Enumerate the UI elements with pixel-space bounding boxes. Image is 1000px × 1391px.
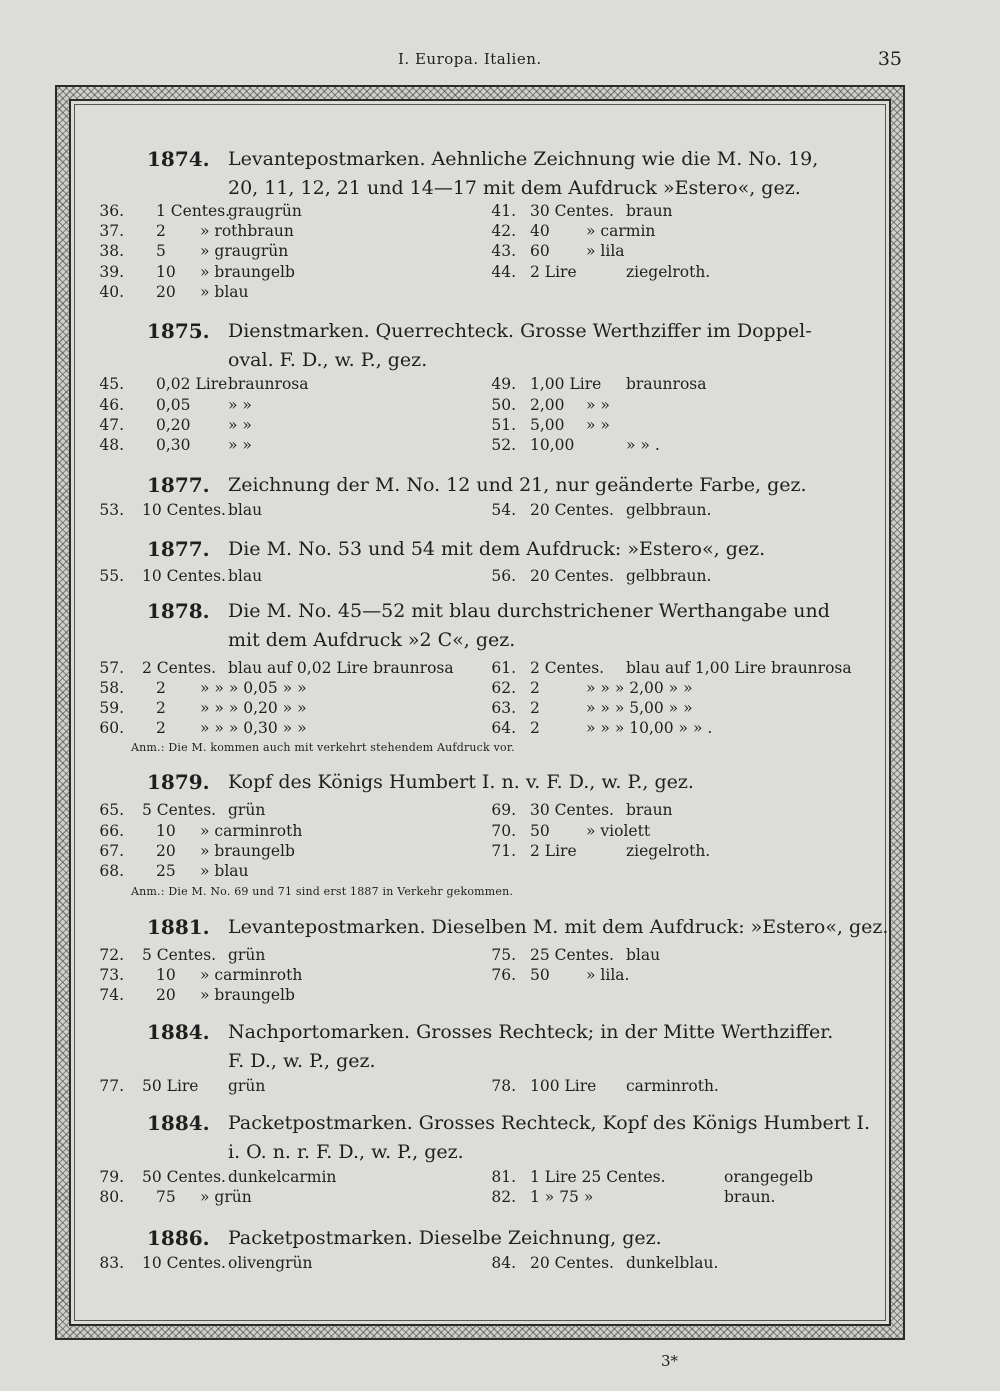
stamp-row [0,698,1000,718]
stamp-colour: dunkelblau. [626,1254,719,1272]
stamp-colour: gelbbraun. [626,501,712,519]
stamp-value: 50 Lire [142,1077,199,1095]
stamp-colour: blau [626,946,661,964]
stamp-number: 84. [491,1254,516,1272]
stamp-number: 72. [99,946,124,964]
stamp-number: 40. [99,283,124,301]
stamp-row [0,1167,1000,1187]
stamp-colour: gelbbraun. [626,567,712,585]
stamp-value: 0,02 Lire [156,375,228,393]
stamp-number: 80. [99,1188,124,1206]
stamp-value: 2 [530,699,540,717]
stamp-number: 81. [491,1168,516,1186]
section-year: 1874. [147,147,210,171]
stamp-colour: » » » 2,00 » » [586,679,693,697]
stamp-colour: grün [228,1077,266,1095]
running-head-title: I. Europa. Italien. [398,50,542,68]
stamp-number: 65. [99,801,124,819]
stamp-colour: blau [228,567,263,585]
stamp-value: 10,00 [530,436,575,454]
stamp-colour: » braungelb [200,263,295,281]
stamp-number: 57. [99,659,124,677]
section-year: 1875. [147,319,210,343]
stamp-number: 79. [99,1168,124,1186]
stamp-value: 60 [530,242,550,260]
stamp-colour: braun [626,801,673,819]
stamp-number: 36. [99,202,124,220]
stamp-colour: » carminroth [200,966,303,984]
stamp-number: 66. [99,822,124,840]
stamp-number: 69. [491,801,516,819]
stamp-number: 58. [99,679,124,697]
stamp-number: 75. [491,946,516,964]
stamp-number: 47. [99,416,124,434]
stamp-colour: braun. [724,1188,776,1206]
stamp-number: 62. [491,679,516,697]
stamp-number: 41. [491,202,516,220]
stamp-number: 39. [99,263,124,281]
stamp-colour: braun [626,202,673,220]
section-description: Nachportomarken. Grosses Rechteck; in der Mitte Werthziffer. [228,1021,834,1043]
stamp-colour: » blau [200,862,249,880]
annotation-note: Anm.: Die M. kommen auch mit verkehrt stehendem Aufdruck vor. [131,741,515,754]
section-description-cont: mit dem Aufdruck »2 C«, gez. [228,629,516,651]
section-description-cont: i. O. n. r. F. D., w. P., gez. [228,1141,464,1163]
section-description: Packetpostmarken. Dieselbe Zeichnung, gez. [228,1227,662,1249]
stamp-colour: » rothbraun [200,222,294,240]
stamp-colour: grün [228,946,266,964]
stamp-colour: » blau [200,283,249,301]
stamp-value: 10 [156,263,176,281]
stamp-value: 100 Lire [530,1077,597,1095]
stamp-value: 2 Lire [530,263,577,281]
stamp-row [0,965,1000,985]
stamp-colour: » » [586,416,610,434]
stamp-number: 61. [491,659,516,677]
stamp-value: 2 Centes. [530,659,605,677]
stamp-row [0,221,1000,241]
stamp-colour: braunrosa [228,375,309,393]
section-heading [0,597,1000,657]
stamp-row [0,1076,1000,1096]
stamp-value: 2,00 [530,396,565,414]
stamp-number: 68. [99,862,124,880]
stamp-value: 5 Centes. [142,946,217,964]
section-description-cont: 20, 11, 12, 21 und 14—17 mit dem Aufdruck »Estero«, gez. [228,177,801,199]
stamp-row [0,566,1000,586]
stamp-colour: » violett [586,822,651,840]
section-heading [0,145,1000,205]
section-year: 1884. [147,1020,210,1044]
section-heading [0,317,1000,377]
section-year: 1879. [147,770,210,794]
stamp-value: 30 Centes. [530,202,614,220]
stamp-number: 49. [491,375,516,393]
stamp-row [0,435,1000,455]
stamp-value: 20 Centes. [530,567,614,585]
stamp-number: 48. [99,436,124,454]
stamp-row [0,841,1000,861]
stamp-row [0,718,1000,738]
stamp-value: 20 Centes. [530,1254,614,1272]
stamp-row [0,262,1000,282]
stamp-colour: blau auf 1,00 Lire braunrosa [626,659,852,677]
stamp-value: 1 Lire 25 Centes. [530,1168,666,1186]
stamp-value: 1 Centes. [156,202,231,220]
stamp-value: 2 [530,679,540,697]
stamp-colour: » graugrün [200,242,289,260]
section-year: 1877. [147,537,210,561]
stamp-number: 45. [99,375,124,393]
stamp-colour: » braungelb [200,842,295,860]
stamp-value: 25 [156,862,176,880]
stamp-colour: blau auf 0,02 Lire braunrosa [228,659,454,677]
stamp-row [0,282,1000,302]
stamp-number: 42. [491,222,516,240]
section-description: Dienstmarken. Querrechteck. Grosse Werthziffer im Doppel- [228,320,812,342]
stamp-value: 2 Lire [530,842,577,860]
stamp-value: 10 Centes. [142,1254,226,1272]
stamp-colour: dunkelcarmin [228,1168,337,1186]
stamp-colour: » » » 0,05 » » [200,679,307,697]
section-description-cont: F. D., w. P., gez. [228,1050,376,1072]
section-heading [0,1018,1000,1078]
stamp-value: 5,00 [530,416,565,434]
stamp-colour: » carminroth [200,822,303,840]
stamp-colour: » grün [200,1188,252,1206]
stamp-value: 0,30 [156,436,191,454]
stamp-colour: grün [228,801,266,819]
stamp-number: 83. [99,1254,124,1272]
stamp-colour: carminroth. [626,1077,719,1095]
stamp-number: 55. [99,567,124,585]
stamp-number: 67. [99,842,124,860]
stamp-colour: » » » 10,00 » » . [586,719,713,737]
stamp-number: 78. [491,1077,516,1095]
section-year: 1881. [147,915,210,939]
stamp-number: 53. [99,501,124,519]
stamp-row [0,821,1000,841]
stamp-number: 37. [99,222,124,240]
stamp-value: 20 Centes. [530,501,614,519]
stamp-row [0,945,1000,965]
stamp-value: 10 [156,822,176,840]
stamp-value: 10 Centes. [142,567,226,585]
stamp-value: 2 [156,699,166,717]
stamp-row [0,658,1000,678]
signature-mark: 3* [661,1352,679,1370]
section-year: 1886. [147,1226,210,1250]
stamp-value: 25 Centes. [530,946,614,964]
section-description-cont: oval. F. D., w. P., gez. [228,349,428,371]
stamp-colour: » » [228,396,252,414]
stamp-number: 56. [491,567,516,585]
stamp-colour: orangegelb [724,1168,814,1186]
stamp-number: 52. [491,436,516,454]
stamp-colour: » carmin [586,222,656,240]
stamp-colour: » » [228,416,252,434]
stamp-value: 50 [530,822,550,840]
stamp-value: 2 [156,719,166,737]
stamp-number: 43. [491,242,516,260]
stamp-number: 64. [491,719,516,737]
stamp-value: 10 [156,966,176,984]
stamp-number: 73. [99,966,124,984]
stamp-number: 46. [99,396,124,414]
stamp-number: 63. [491,699,516,717]
stamp-colour: braunrosa [626,375,707,393]
section-year: 1877. [147,473,210,497]
stamp-number: 76. [491,966,516,984]
section-heading [0,535,1000,595]
stamp-row [0,1253,1000,1273]
stamp-row [0,415,1000,435]
stamp-number: 82. [491,1188,516,1206]
stamp-colour: » lila. [586,966,630,984]
stamp-colour: » braungelb [200,986,295,1004]
section-year: 1884. [147,1111,210,1135]
section-description: Die M. No. 45—52 mit blau durchstrichener Werthangabe und [228,600,830,622]
section-description: Packetpostmarken. Grosses Rechteck, Kopf des Königs Humbert I. [228,1112,871,1134]
section-description: Zeichnung der M. No. 12 und 21, nur geänderte Farbe, gez. [228,474,807,496]
stamp-number: 59. [99,699,124,717]
stamp-value: 40 [530,222,550,240]
stamp-value: 5 [156,242,166,260]
section-description: Levantepostmarken. Aehnliche Zeichnung wie die M. No. 19, [228,148,819,170]
section-heading [0,1109,1000,1169]
stamp-colour: ziegelroth. [626,263,711,281]
stamp-row [0,201,1000,221]
stamp-row [0,1187,1000,1207]
stamp-colour: » » » 0,20 » » [200,699,307,717]
stamp-colour: » » » 0,30 » » [200,719,307,737]
stamp-value: 0,20 [156,416,191,434]
stamp-colour: olivengrün [228,1254,313,1272]
section-description: Levantepostmarken. Dieselben M. mit dem Aufdruck: »Estero«, gez. [228,916,889,938]
stamp-value: 30 Centes. [530,801,614,819]
stamp-number: 70. [491,822,516,840]
section-year: 1878. [147,599,210,623]
stamp-number: 77. [99,1077,124,1095]
stamp-number: 71. [491,842,516,860]
stamp-row [0,985,1000,1005]
stamp-value: 50 [530,966,550,984]
stamp-number: 38. [99,242,124,260]
stamp-colour: graugrün [228,202,302,220]
stamp-row [0,861,1000,881]
stamp-number: 60. [99,719,124,737]
stamp-colour: » » » 5,00 » » [586,699,693,717]
stamp-value: 50 Centes. [142,1168,226,1186]
stamp-value: 2 Centes. [142,659,217,677]
stamp-value: 2 [530,719,540,737]
stamp-value: 20 [156,842,176,860]
stamp-row [0,678,1000,698]
stamp-colour: blau [228,501,263,519]
stamp-row [0,800,1000,820]
stamp-colour: » » . [626,436,660,454]
stamp-value: 20 [156,986,176,1004]
stamp-number: 50. [491,396,516,414]
stamp-value: 5 Centes. [142,801,217,819]
stamp-number: 51. [491,416,516,434]
section-description: Die M. No. 53 und 54 mit dem Aufdruck: »Estero«, gez. [228,538,766,560]
stamp-row [0,374,1000,394]
stamp-colour: » » [228,436,252,454]
stamp-colour: » lila [586,242,625,260]
stamp-row [0,241,1000,261]
stamp-colour: » » [586,396,610,414]
stamp-value: 10 Centes. [142,501,226,519]
stamp-value: 75 [156,1188,176,1206]
stamp-number: 74. [99,986,124,1004]
section-description: Kopf des Königs Humbert I. n. v. F. D., w. P., gez. [228,771,694,793]
stamp-value: 1 » 75 » [530,1188,594,1206]
stamp-value: 2 [156,222,166,240]
stamp-value: 1,00 Lire [530,375,602,393]
stamp-colour: ziegelroth. [626,842,711,860]
annotation-note: Anm.: Die M. No. 69 und 71 sind erst 1887 in Verkehr gekommen. [131,885,514,898]
stamp-row [0,395,1000,415]
stamp-row [0,500,1000,520]
page-number: 35 [877,48,902,70]
stamp-value: 20 [156,283,176,301]
stamp-number: 54. [491,501,516,519]
stamp-value: 0,05 [156,396,191,414]
stamp-value: 2 [156,679,166,697]
stamp-number: 44. [491,263,516,281]
